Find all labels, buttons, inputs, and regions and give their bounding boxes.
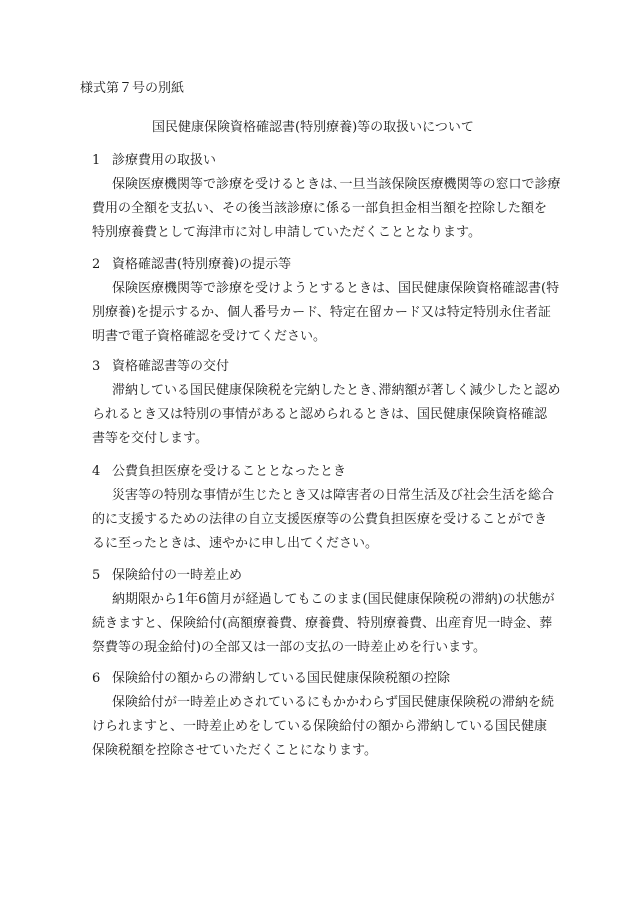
section-body-line: 特別療養費として海津市に対し申請していただくこととなります。 — [92, 225, 481, 240]
section-2 — [92, 256, 562, 352]
section-body-line: 保険税額を控除させていただくことになります。 — [92, 743, 377, 758]
section-body-line: 納期限から1年6箇月が経過してもこのまま(国民健康保険税の滞納)の状態が — [112, 592, 555, 607]
section-heading-text: 資格確認書(特別療養)の提示等 — [112, 257, 292, 272]
section-5 — [92, 567, 562, 663]
section-6 — [92, 670, 562, 766]
section-number: 3 — [92, 359, 101, 374]
section-body-line: 滞納している国民健康保険税を完納したとき､滞納額が著しく減少したと認め — [112, 383, 561, 398]
section-heading-text: 資格確認書等の交付 — [112, 359, 230, 374]
section-heading — [92, 358, 562, 376]
section-4 — [92, 463, 562, 559]
section-body-line: 続きますと、保険給付(高額療養費、療養費、特別療養費、出産育児一時金、葬 — [92, 616, 553, 631]
section-number: 4 — [92, 464, 101, 479]
section-number: 5 — [92, 568, 101, 583]
document-title: 国民健康保険資格確認書(特別療養)等の取扱いについて — [152, 120, 474, 135]
section-body-line: 祭費等の現金給付)の全部又は一部の支払の一時差止めを行います。 — [92, 640, 487, 655]
section-heading-text: 保険給付の額からの滞納している国民健康保険税額の控除 — [112, 671, 451, 686]
section-heading — [92, 567, 562, 585]
section-heading-text: 診療費用の取扱い — [112, 153, 217, 168]
section-3 — [92, 358, 562, 454]
section-body-line: るに至ったときは、速やかに申し出てください。 — [92, 536, 379, 551]
section-body-line: 費用の全額を支払い、その後当該診療に係る一部負担金相当額を控除した額を — [92, 201, 548, 216]
section-body-line: 保険給付が一時差止めされているにもかかわらず国民健康保険税の滞納を続 — [112, 695, 555, 710]
section-body-line: 保険医療機関等で診療を受けるときは､一旦当該保険医療機関等の窓口で診療 — [112, 177, 561, 192]
section-body-line: けられますと、一時差止めをしている保険給付の額から滞納している国民健康 — [92, 719, 548, 734]
section-body-line: 別療養)を提示するか、個人番号カード、特定在留カード又は特定特別永住者証 — [92, 305, 551, 320]
section-heading-text: 公費負担医療を受けることとなったとき — [112, 464, 347, 479]
section-heading — [92, 152, 562, 170]
form-number-label: 様式第７号の別紙 — [80, 81, 185, 96]
section-body-line: 書等を交付します。 — [92, 431, 208, 446]
section-heading-text: 保険給付の一時差止め — [112, 568, 243, 583]
section-body-line: 災害等の特別な事情が生じたとき又は障害者の日常生活及び社会生活を総合 — [112, 488, 555, 503]
section-heading — [92, 256, 562, 274]
section-body-line: 保険医療機関等で診療を受けようとするときは、国民健康保険資格確認書(特 — [112, 281, 560, 296]
section-heading — [92, 463, 562, 481]
section-number: 2 — [92, 257, 101, 272]
section-body-line: 的に支援するための法律の自立支援医療等の公費負担医療を受けることができ — [92, 512, 548, 527]
section-body-line: 明書で電子資格確認を受けてください。 — [92, 329, 327, 344]
section-number: 1 — [92, 153, 101, 168]
section-1 — [92, 152, 562, 248]
section-body-line: られるとき又は特別の事情があると認められるときは、国民健康保険資格確認 — [92, 407, 548, 422]
section-heading — [92, 670, 562, 688]
section-number: 6 — [92, 671, 101, 686]
